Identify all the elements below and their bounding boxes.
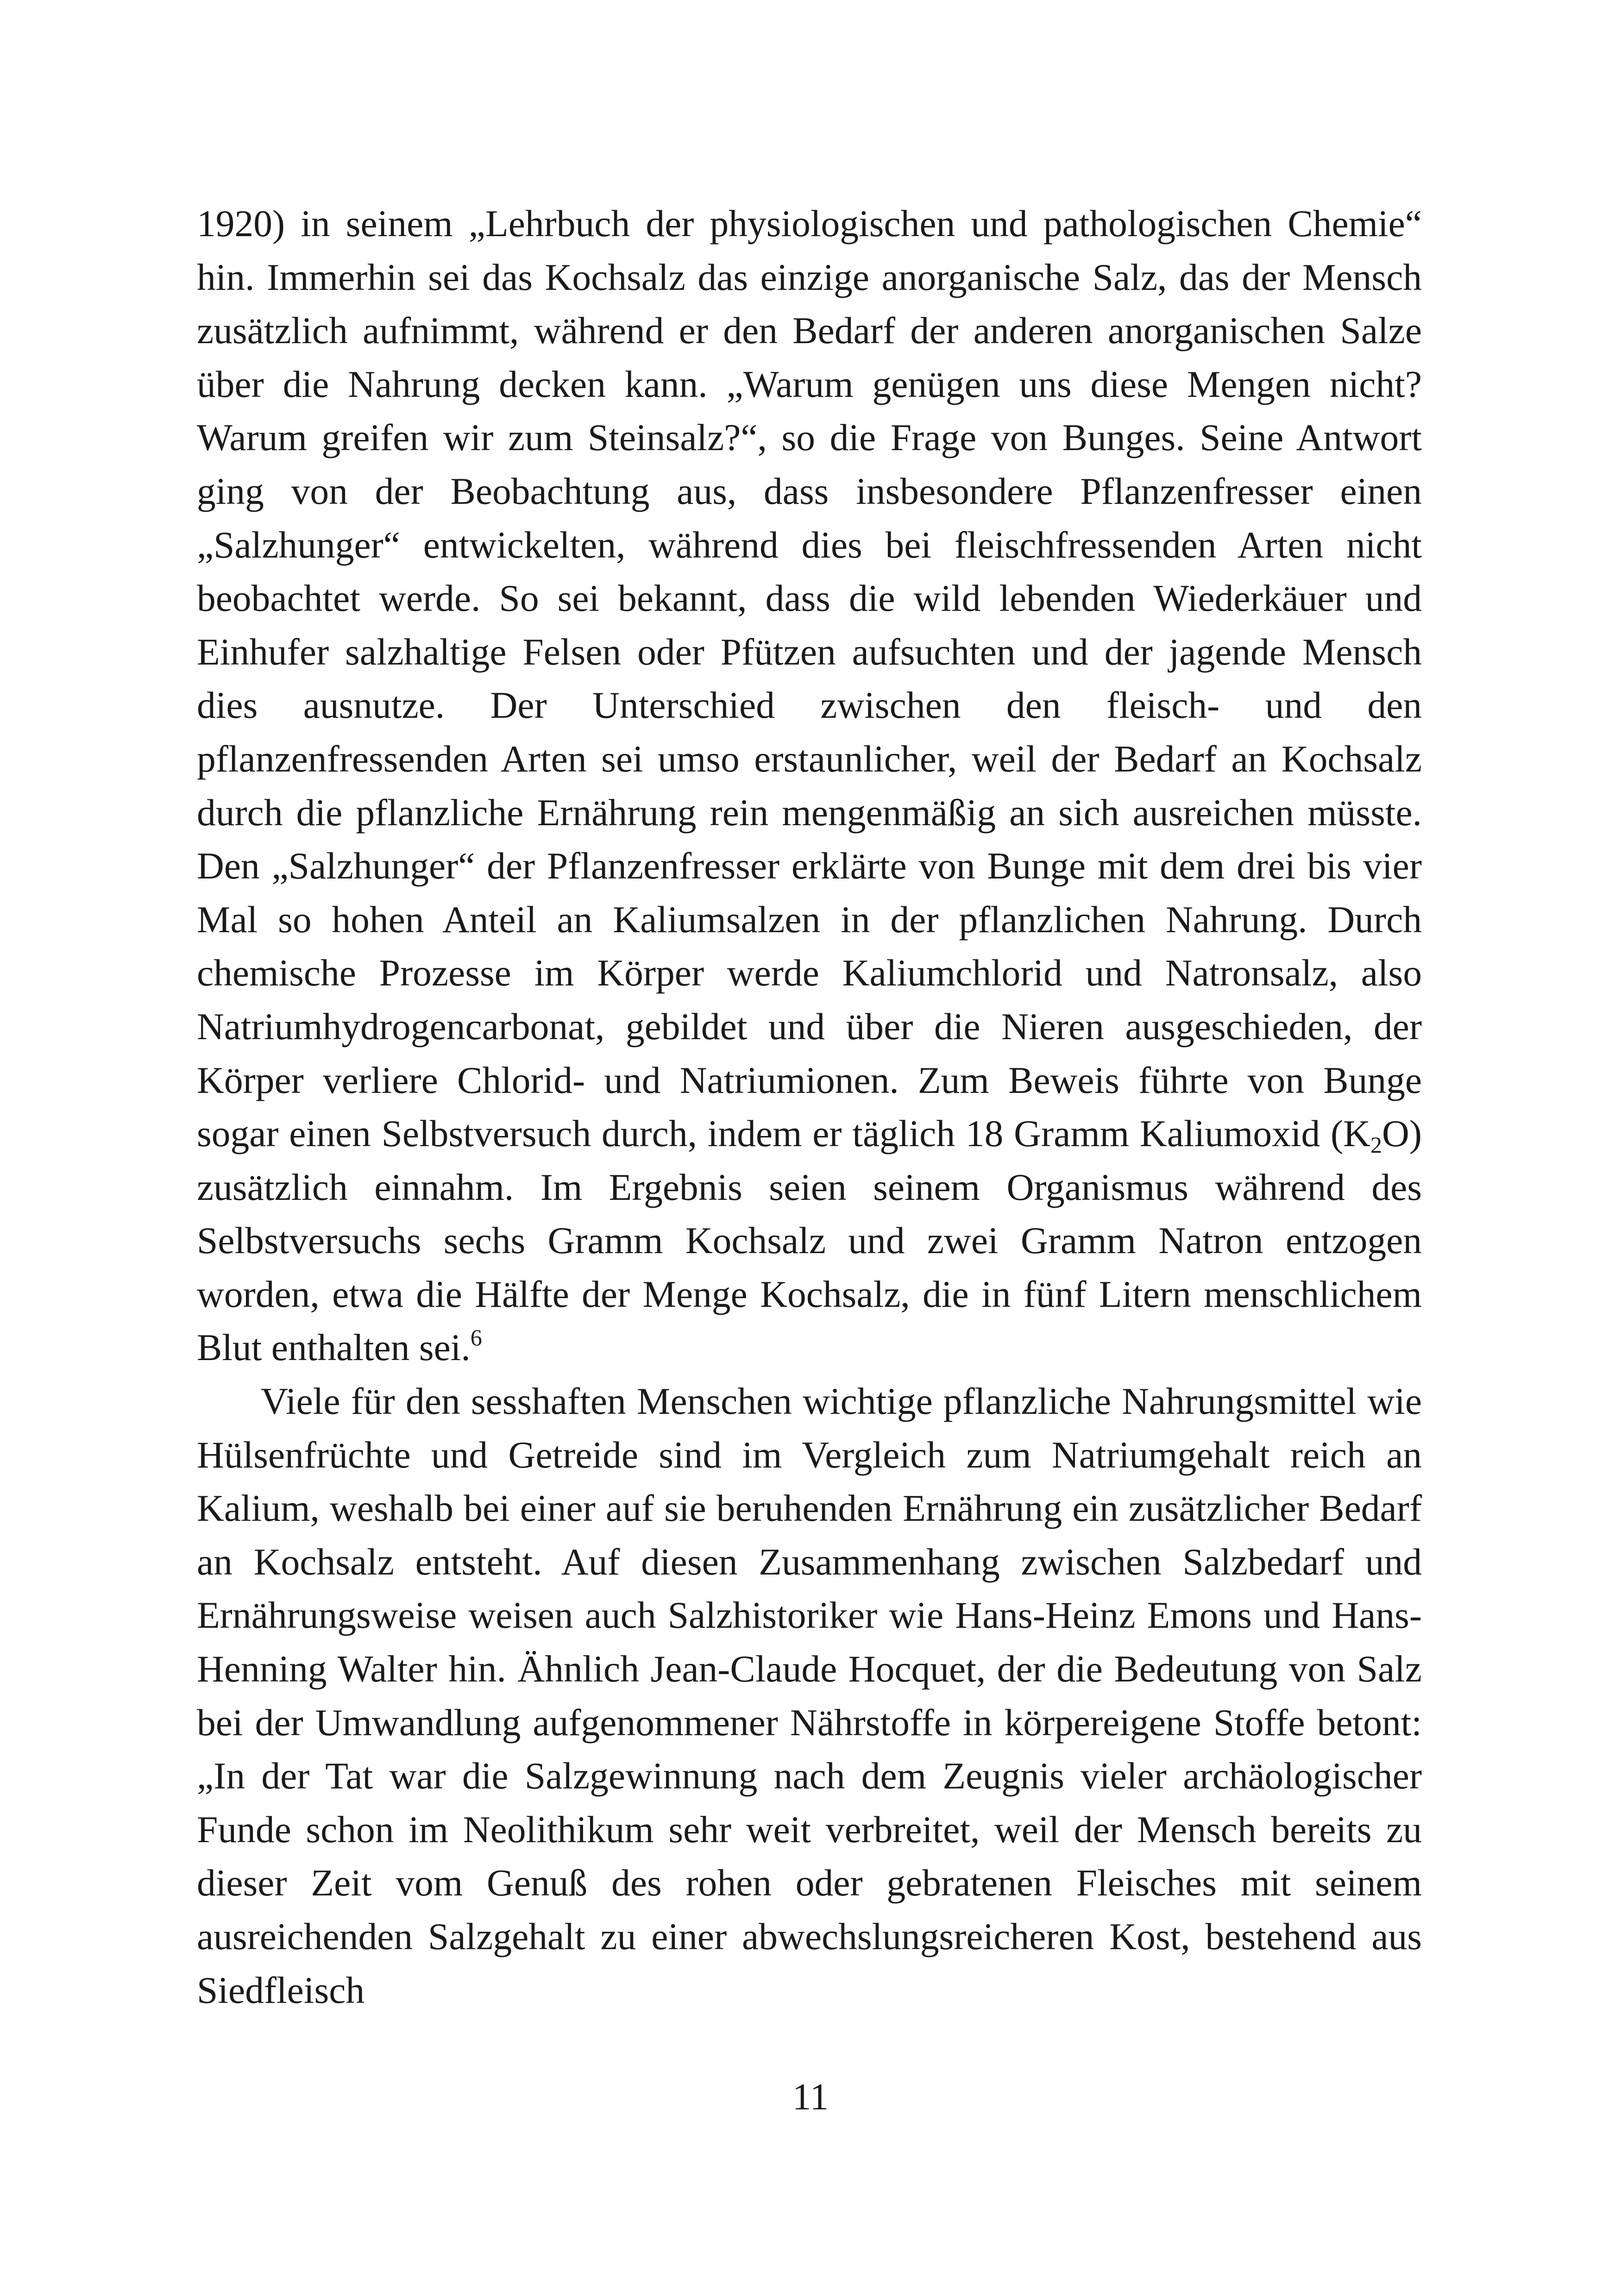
body-text xyxy=(197,197,1422,2017)
footnote-reference: 6 xyxy=(470,1324,482,1351)
paragraph-1 xyxy=(197,197,1422,1374)
paragraph-1-text-part-2: O) zusätzlich einnahm. Im Ergebnis seien seinem Organismus während des Selbstversuchs sechs Gramm Kochsalz und zwei Gramm Natron entzogen worden, etwa die Hälfte der Menge Kochsalz, die in fünf Litern menschlichem Blut enthalten sei. xyxy=(197,1112,1422,1369)
subscript-2: 2 xyxy=(1370,1132,1382,1158)
paragraph-2 xyxy=(197,1374,1422,2017)
paragraph-2-text: Viele für den sesshaften Menschen wichtige pflanzliche Nahrungsmittel wie Hülsenfrüchte und Getreide sind im Vergleich zum Natriumgehalt reich an Kalium, weshalb bei einer auf sie beruhenden Ernährung ein zusätzlicher Bedarf an Kochsalz entsteht. Auf diesen Zusammenhang zwischen Salzbedarf und Ernährungsweise weisen auch Salzhistoriker wie Hans-Heinz Emons und Hans-Henning Walter hin. Ähnlich Jean-Claude Hocquet, der die Bedeutung von Salz bei der Umwandlung aufgenommener Nährstoffe in körpereigene Stoffe betont: „In der Tat war die Salzgewinnung nach dem Zeugnis vieler archäologischer Funde schon im Neolithikum sehr weit verbreitet, weil der Mensch bereits zu dieser Zeit vom Genuß des rohen oder gebratenen Fleisches mit seinem ausreichenden Salzgehalt zu einer abwechslungsreicheren Kost, bestehend aus Siedfleisch xyxy=(197,1380,1422,2011)
paragraph-1-text-part-1: 1920) in seinem „Lehrbuch der physiologischen und pathologischen Chemie“ hin. Immerhin sei das Kochsalz das einzige anorganische Salz, das der Mensch zusätzlich aufnimmt, während er den Bedarf der anderen anorganischen Salze über die Nahrung decken kann. „Warum genügen uns diese Mengen nicht? Warum greifen wir zum Steinsalz?“, so die Frage von Bunges. Seine Antwort ging von der Beobachtung aus, dass insbesondere Pflanzenfresser einen „Salzhunger“ entwickelten, während dies bei fleischfressenden Arten nicht beobachtet werde. So sei bekannt, dass die wild lebenden Wiederkäuer und Einhufer salzhaltige Felsen oder Pfützen aufsuchten und der jagende Mensch dies ausnutze. Der Unterschied zwischen den fleisch- und den pflanzenfressenden Arten sei umso erstaunlicher, weil der Bedarf an Kochsalz durch die pflanzliche Ernährung rein mengenmäßig an sich ausreichen müsste. Den „Salzhunger“ der Pflanzenfresser erklärte von Bunge mit dem drei bis vier Mal so hohen Anteil an Kaliumsalzen in der pflanzlichen Nahrung. Durch chemische Prozesse im Körper werde Kaliumchlorid und Natronsalz, also Natriumhydrogencarbonat, gebildet und über die Nieren ausgeschieden, der Körper verliere Chlorid- und Natriumionen. Zum Beweis führte von Bunge sogar einen Selbstversuch durch, indem er täglich 18 Gramm Kaliumoxid (K xyxy=(197,202,1422,1155)
page-number: 11 xyxy=(792,2076,829,2118)
